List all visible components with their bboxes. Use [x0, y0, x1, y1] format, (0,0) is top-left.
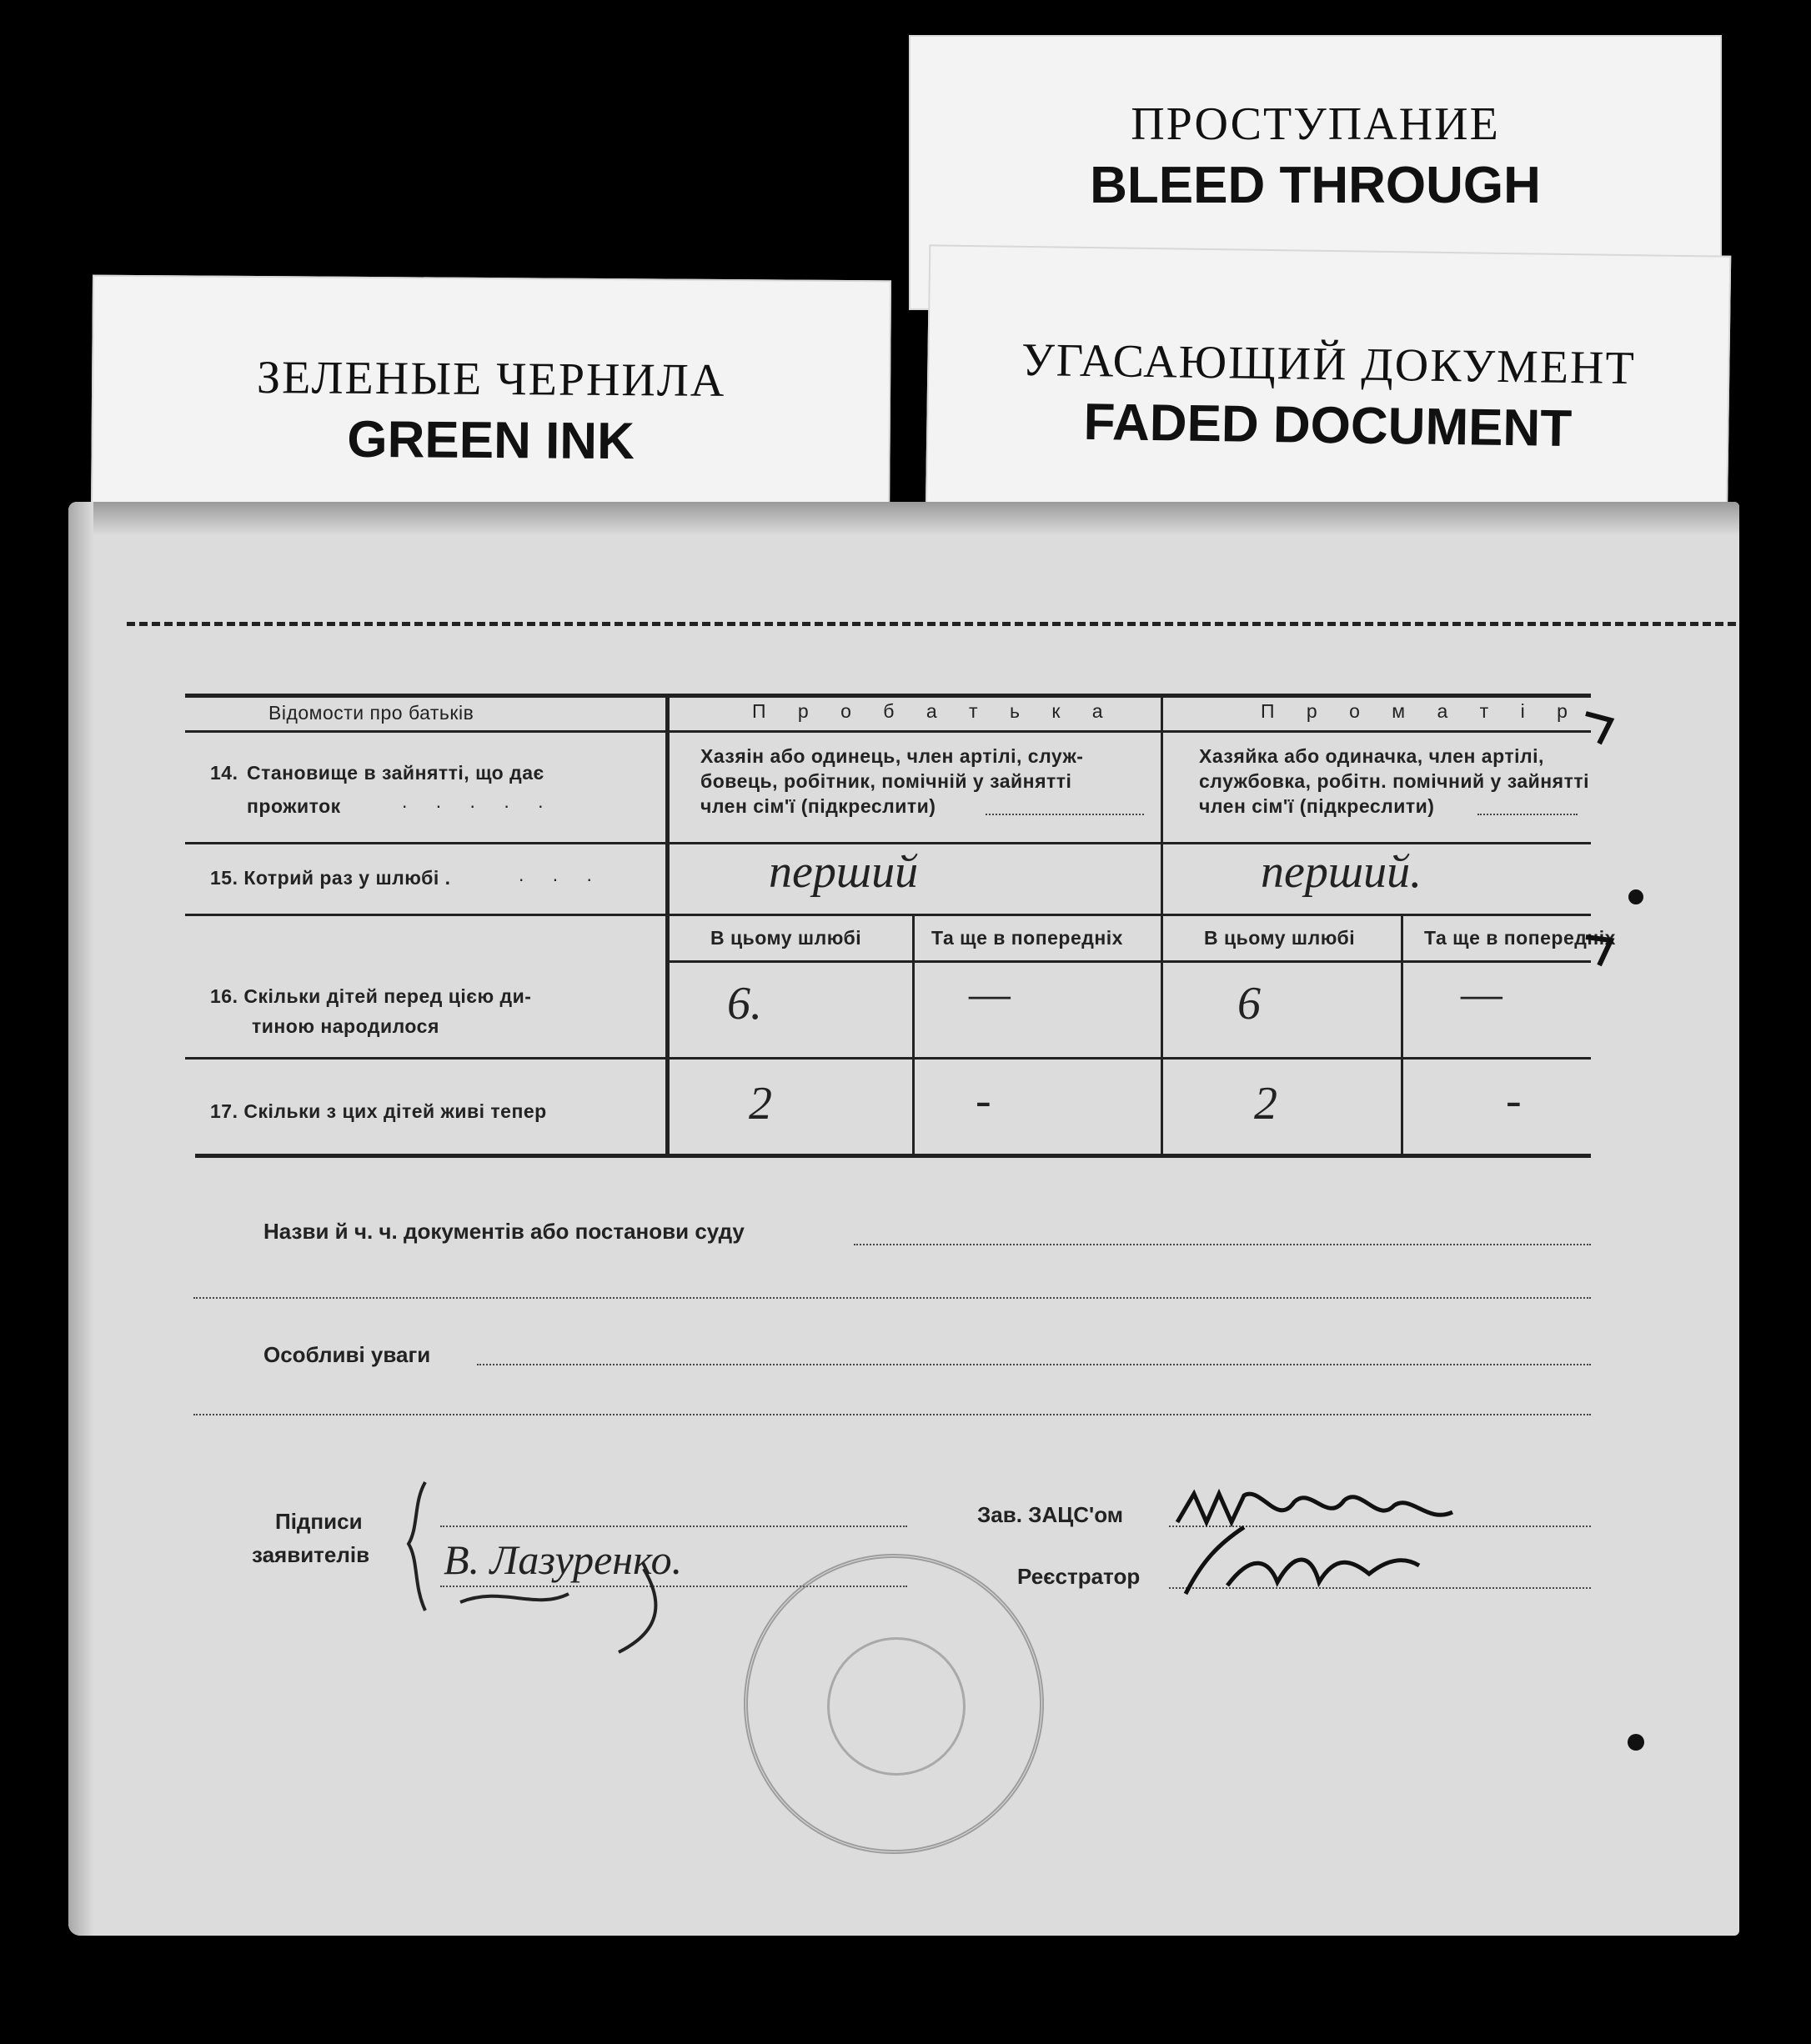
row16-mother-previous: — — [1461, 968, 1502, 1019]
signatures-label-line2: заявителів — [252, 1542, 370, 1567]
header-info: Відомости про батьків — [268, 702, 474, 724]
punch-hole-2 — [1628, 1734, 1644, 1751]
row15-mother-handwritten: перший. — [1261, 846, 1422, 898]
faded-document-label-card — [926, 244, 1732, 530]
row14-mother-line1: Хазяйка або одиначка, член артілі, — [1199, 745, 1544, 767]
row17-father-this: 2 — [749, 1078, 772, 1130]
signatures-bracket — [409, 1482, 425, 1611]
row16-father-previous: — — [969, 968, 1011, 1019]
row15-label: 15. Котрий раз у шлюбі . — [210, 867, 451, 889]
row14-mother-line2: службовка, робітн. помічний у зайнятті — [1199, 770, 1590, 792]
faded-document-en-text: FADED DOCUMENT — [1083, 393, 1573, 458]
green-ink-label-card — [91, 275, 891, 523]
signatures-graphic — [68, 502, 1739, 1936]
notes-label: Особливі уваги — [263, 1342, 431, 1367]
head-signature-scribble — [1177, 1494, 1452, 1522]
row15-label-dots: . . . — [519, 864, 604, 885]
row14-number: 14. — [210, 762, 238, 784]
row14-father-line1: Хазяін або одинець, член артілі, служ- — [700, 745, 1084, 767]
father-previous-header: Та ще в попередніх — [931, 927, 1123, 949]
father-this-marriage-header: В цьому шлюбі — [710, 927, 862, 949]
green-ink-ru-text: ЗЕЛЕНЫЕ ЧЕРНИЛА — [256, 351, 726, 407]
bleed-through-ru-text: ПРОСТУПАНИЕ — [1131, 98, 1500, 150]
header-father: П р о б а т ь к а — [752, 700, 1116, 722]
row16-father-this: 6. — [727, 978, 762, 1030]
bleed-through-en-text: BLEED THROUGH — [1090, 156, 1541, 214]
row17-mother-previous: - — [1506, 1075, 1522, 1126]
registrar-label: Реєстратор — [1017, 1564, 1141, 1589]
punch-hole-1 — [1628, 889, 1643, 904]
mother-this-marriage-header: В цьому шлюбі — [1204, 927, 1356, 949]
corner-tick-2 — [1586, 937, 1611, 965]
row14-label-line1: Становище в зайнятті, що дає — [247, 762, 544, 784]
row14-label-line2: прожиток — [247, 795, 341, 817]
row16-label-line1: 16. Скільки дітей перед цією ди- — [210, 985, 532, 1007]
applicant-signature-flourish — [460, 1569, 655, 1652]
green-ink-en-text: GREEN INK — [347, 410, 635, 470]
row16-label-line2: тиною народилося — [252, 1015, 439, 1037]
registrar-signature-scribble — [1186, 1527, 1419, 1594]
head-of-registry-label: Зав. ЗАЦС'ом — [977, 1502, 1123, 1527]
row14-mother-line3: член сім'ї (підкреслити) — [1199, 795, 1435, 817]
signatures-label-line1: Підписи — [275, 1509, 363, 1534]
document-sheet — [68, 502, 1739, 1936]
row17-father-previous: - — [976, 1075, 991, 1126]
row17-label: 17. Скільки з цих дітей живі тепер — [210, 1100, 547, 1122]
applicant-signature: В. Лазуренко. — [444, 1536, 683, 1583]
row17-mother-this: 2 — [1254, 1078, 1277, 1130]
row14-label-dots: . . . . . — [402, 790, 555, 812]
row14-father-line2: бовець, робітник, помічній у зайнятті — [700, 770, 1072, 792]
faded-document-ru-text: УГАСАЮЩИЙ ДОКУМЕНТ — [1021, 333, 1637, 394]
header-mother: П р о м а т і р — [1261, 700, 1581, 722]
row16-mother-this: 6 — [1237, 978, 1261, 1030]
row14-father-line3: член сім'ї (підкреслити) — [700, 795, 936, 817]
documents-label: Назви й ч. ч. документів або постанови суду — [263, 1219, 745, 1244]
corner-tick-1 — [1586, 714, 1611, 744]
row15-father-handwritten: перший — [769, 846, 919, 898]
mother-previous-header: Та ще в попередніх — [1424, 927, 1616, 949]
